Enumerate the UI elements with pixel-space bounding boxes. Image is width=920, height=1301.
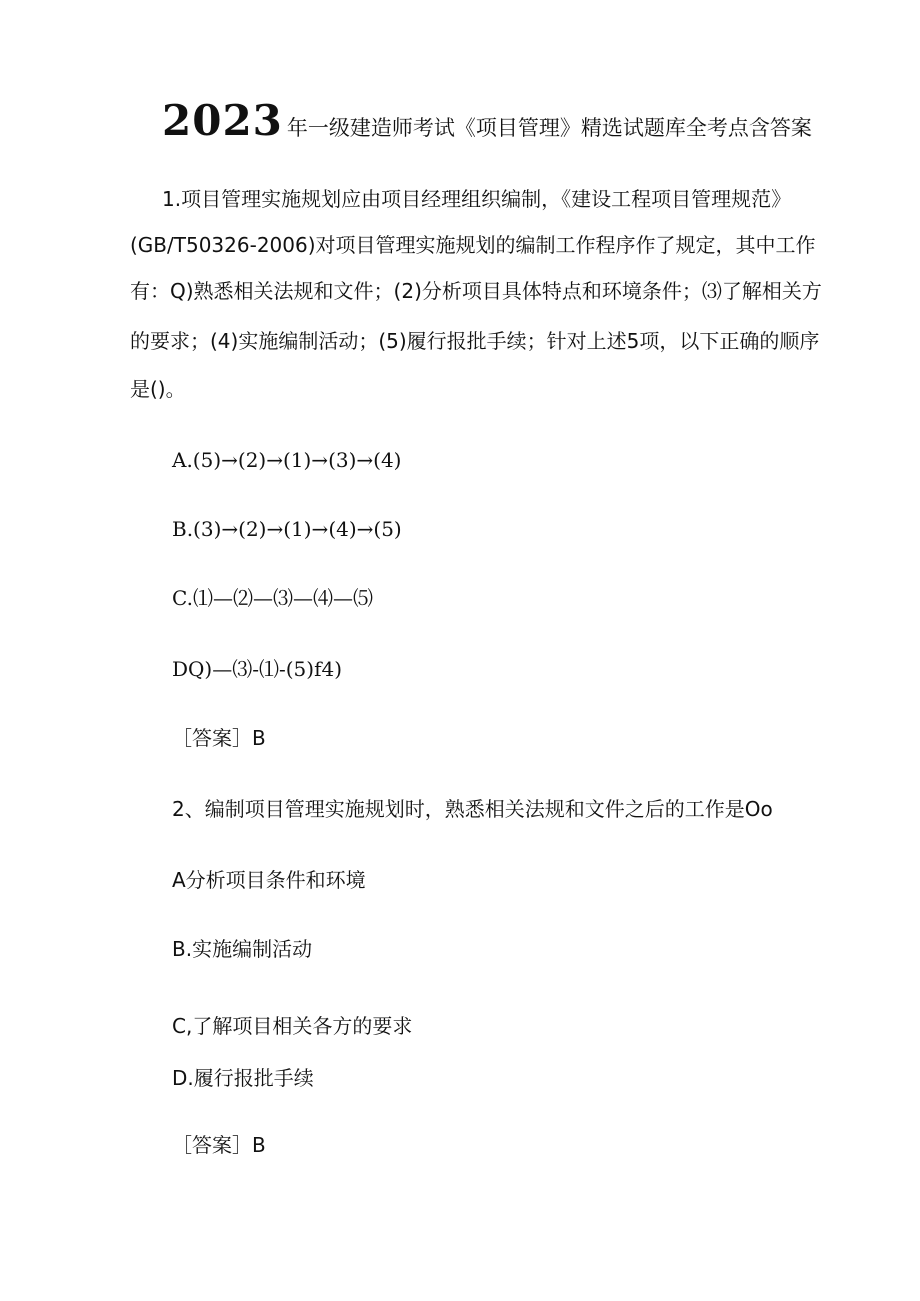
question-1-line-2: (GB/T50326-2006)对项目管理实施规划的编制工作程序作了规定，其中工作 <box>130 233 816 257</box>
question-1-line-3: 有：Q)熟悉相关法规和文件；(2)分析项目具体特点和环境条件；⑶了解相关方 <box>130 279 822 303</box>
question-2-option-b: B.实施编制活动 <box>172 937 313 961</box>
document-title <box>162 96 862 153</box>
question-2-answer: ［答案］B <box>172 1133 266 1157</box>
question-2-option-a: A分析项目条件和环境 <box>172 868 366 892</box>
question-1-line-4: 的要求；(4)实施编制活动；(5)履行报批手续；针对上述5项，以下正确的顺序 <box>130 329 820 353</box>
title-year: 2023 <box>162 96 283 145</box>
question-1-option-d: DQ)—⑶-⑴-(5)f4) <box>172 657 343 681</box>
question-1-line-1: 1.项目管理实施规划应由项目经理组织编制，《建设工程项目管理规范》 <box>162 187 792 211</box>
question-1-option-a: A.(5)→(2)→(1)→(3)→(4) <box>172 448 402 472</box>
question-2-option-c: C,了解项目相关各方的要求 <box>172 1014 413 1038</box>
question-1-option-c: C.⑴—⑵—⑶—⑷—⑸ <box>172 586 373 610</box>
title-text: 年一级建造师考试《项目管理》精选试题库全考点含答案 <box>286 116 812 140</box>
question-1-line-5: 是()。 <box>130 377 186 401</box>
question-1-answer: ［答案］B <box>172 726 266 750</box>
question-1-option-b: B.(3)→(2)→(1)→(4)→(5) <box>172 517 402 541</box>
question-2-option-d: D.履行报批手续 <box>172 1066 314 1090</box>
question-2-text: 2、编制项目管理实施规划时，熟悉相关法规和文件之后的工作是Oo <box>172 797 773 821</box>
